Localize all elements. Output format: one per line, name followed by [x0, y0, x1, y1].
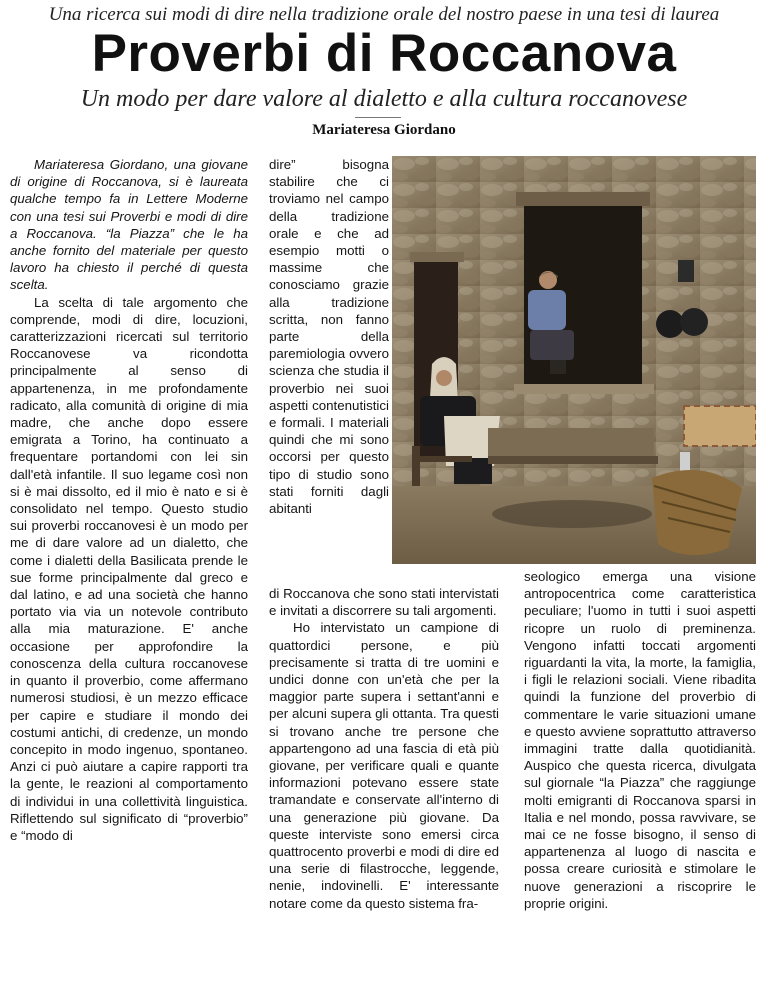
- article-column-1: [10, 156, 248, 844]
- body-paragraph-2: Ho intervistato un campione di quattordici persone, e più precisamente si tratta di tre uomini e undici donne con un'età che per la maggior parte supera i settant'anni e per alcuni supera gli ottanta. Tra questi si trovano anche tre persone che appartengono ad una fascia di età più giovane, per verificare quali e quante informazioni potevano essere state tramandate e conservate all'interno di una generazione più giovane. Da queste interviste sono emersi circa quattrocento proverbi e modi di dire ed una serie di filastrocche, leggende, nenie, indovinelli. E' interessante notare come da questo sistema fra-: [269, 620, 499, 911]
- body-paragraph-1-continued: dire” bisogna stabilire che ci troviamo nel campo della tradizione orale e che ad esempio motti o massime che conosciamo grazie alla tradizione scritta, non fanno parte della paremiologia ovvero scienza che studia il proverbio nei suoi aspetti contenutistici e formali. I materiali quindi che mi sono occorsi per questo tipo di studio sono stati forniti dagli abitanti: [269, 157, 389, 517]
- author-byline: Mariateresa Giordano: [312, 122, 456, 138]
- body-paragraph-1: La scelta di tale argomento che comprende, modi di dire, locuzioni, caratterizzazioni ricercati sul territorio Roccanovese va ricondotta principalmente al senso di appartenenza, in me profondamente radicato, alla comunità di origine di mia madre, che anche dopo essere emigrata a Torino, ha continuato a frequentare portandomi con lei sin dall'età infantile. Il suo legame così non si è mai dissolto, ed il mio è nato e si è consolidato nel tempo. Questo studio sui proverbi roccanovesi è un modo per me di dare valore ad un dialetto, che come i dialetti della Basilicata prende le sue forme principalmente dal greco e dal latino, e ad una società che hanno portato via via un notevole contributo alla mia maturazione. E' anche occasione per approfondire la conoscenza della cultura roccanovese in quanto il proverbio, come affermano numerosi studiosi, è un mezzo efficace per capire e studiare il mondo dei costumi antichi, di credenze, un mondo concepito in modo ingenuo, spontaneo. Anzi ci può aiutare a capire rapporti tra la gente, le reazioni al comportamento di individui in una collettività linguistica. Riflettendo sul significato di “proverbio” e “modo di: [10, 294, 248, 843]
- kicker: Una ricerca sui modi di dire nella tradizione orale del nostro paese in una tesi di laurea: [48, 4, 720, 25]
- article-photo: [392, 156, 756, 564]
- body-paragraph-2-continued: seologico emerga una visione antropocentrica come caratteristica peculiare; l'uomo in tutti i suoi aspetti ricopre un ruolo di preminenza. Vengono infatti toccati argomenti riguardanti la vita, la morte, la famiglia, i figli le relazioni sociali. Viene ribadita quindi la funzione del proverbio di commentare le varie situazioni umane e questo avviene soprattutto attraverso immagini tratte dalla quotidianità. Auspico che questa ricerca, divulgata sul giornale “la Piazza” che raggiunge molti emigranti di Roccanova sparsi in Italia e nel mondo, possa ravvivare, se mai ce ne fosse bisogno, il senso di appartenenza al luogo di nascita e possa creare curiosità e stimolare le nuove generazioni a riscoprire le proprie origini.: [524, 569, 756, 911]
- subtitle: Un modo per dare valore al dialetto e alla cultura roccanovese: [80, 86, 688, 112]
- page-title: Proverbi di Roccanova: [91, 24, 677, 83]
- body-paragraph-1-continued-2: di Roccanova che sono stati intervistati e invitati a discorrere su tali argomenti.: [269, 586, 499, 619]
- article-column-3: [524, 568, 756, 912]
- intro-paragraph: Mariateresa Giordano, una giovane di origine di Roccanova, si è laureata qualche tempo fa in Lettere Moderne con una tesi sui Proverbi e modi di dire a Roccanova. “la Piazza” che le ha anche fornito del materiale per questo lavoro ha chiesto il perché di questa scelta.: [10, 157, 248, 293]
- article-column-2-bottom: [269, 585, 499, 912]
- article-column-2-top: [269, 156, 389, 517]
- divider: [355, 117, 401, 118]
